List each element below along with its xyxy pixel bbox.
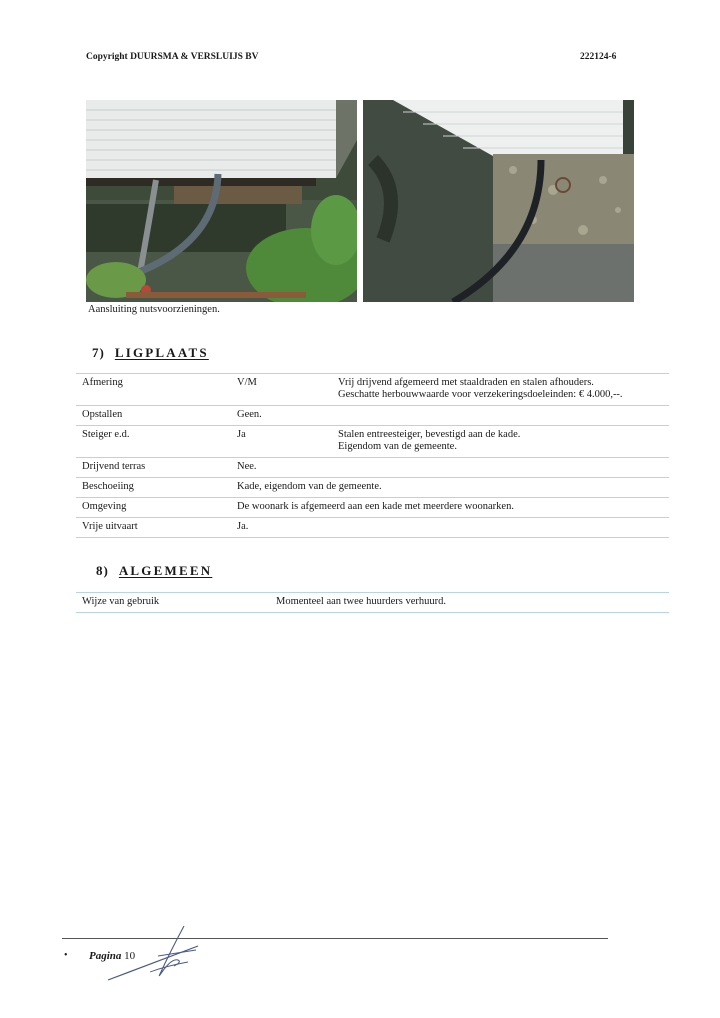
- row-value: Momenteel aan twee huurders verhuurd.: [270, 593, 669, 613]
- table-row: [76, 518, 669, 538]
- algemeen-table: [76, 592, 669, 613]
- table-row: [76, 478, 669, 498]
- table-row: [76, 498, 669, 518]
- row-value-line: Stalen entreesteiger, bevestigd aan de kade.: [338, 429, 521, 440]
- section-7-title: LIGPLAATS: [114, 345, 209, 360]
- row-value: [332, 426, 669, 458]
- table-row: [76, 374, 669, 406]
- row-label: Wijze van gebruik: [76, 593, 270, 613]
- page-number: 10: [124, 950, 136, 962]
- row-value: Kade, eigendom van de gemeente.: [231, 478, 669, 498]
- row-label: Afmering: [76, 374, 231, 406]
- row-value: Geen.: [231, 406, 669, 426]
- ligplaats-table: [76, 373, 669, 538]
- section-7-heading: [92, 345, 209, 361]
- section-8-number: 8): [96, 563, 109, 578]
- table-row: [76, 406, 669, 426]
- footer-bullet: •: [64, 950, 68, 961]
- row-value-line: Vrij drijvend afgemeerd met staaldraden en stalen afhouders.: [338, 377, 594, 388]
- photo-utility-connection-2: [363, 100, 634, 302]
- row-code: Ja: [231, 426, 332, 458]
- table-row: [76, 458, 669, 478]
- table-row: [76, 426, 669, 458]
- row-label: Beschoeiing: [76, 478, 231, 498]
- signature: [100, 922, 210, 989]
- section-8-title: ALGEMEEN: [118, 563, 213, 578]
- header-copyright: Copyright DUURSMA & VERSLUIJS BV: [86, 52, 259, 62]
- row-label: Opstallen: [76, 406, 231, 426]
- page-word: Pagina: [89, 950, 122, 962]
- row-value-line: Eigendom van de gemeente.: [338, 441, 457, 452]
- row-value: De woonark is afgemeerd aan een kade met meerdere woonarken.: [231, 498, 669, 518]
- row-value: [332, 374, 669, 406]
- table-row: [76, 593, 669, 613]
- row-label: Drijvend terras: [76, 458, 231, 478]
- header-reference: 222124-6: [580, 52, 617, 62]
- row-label: Omgeving: [76, 498, 231, 518]
- photo-utility-connection-1: [86, 100, 357, 302]
- row-label: Steiger e.d.: [76, 426, 231, 458]
- section-8-heading: [96, 563, 212, 579]
- row-label: Vrije uitvaart: [76, 518, 231, 538]
- row-value: Ja.: [231, 518, 669, 538]
- photo-caption: Aansluiting nutsvoorzieningen.: [88, 304, 220, 315]
- row-code: V/M: [231, 374, 332, 406]
- row-value-line: Geschatte herbouwwaarde voor verzekeringsdoeleinden: € 4.000,--.: [338, 389, 623, 400]
- row-value: Nee.: [231, 458, 669, 478]
- section-7-number: 7): [92, 345, 105, 360]
